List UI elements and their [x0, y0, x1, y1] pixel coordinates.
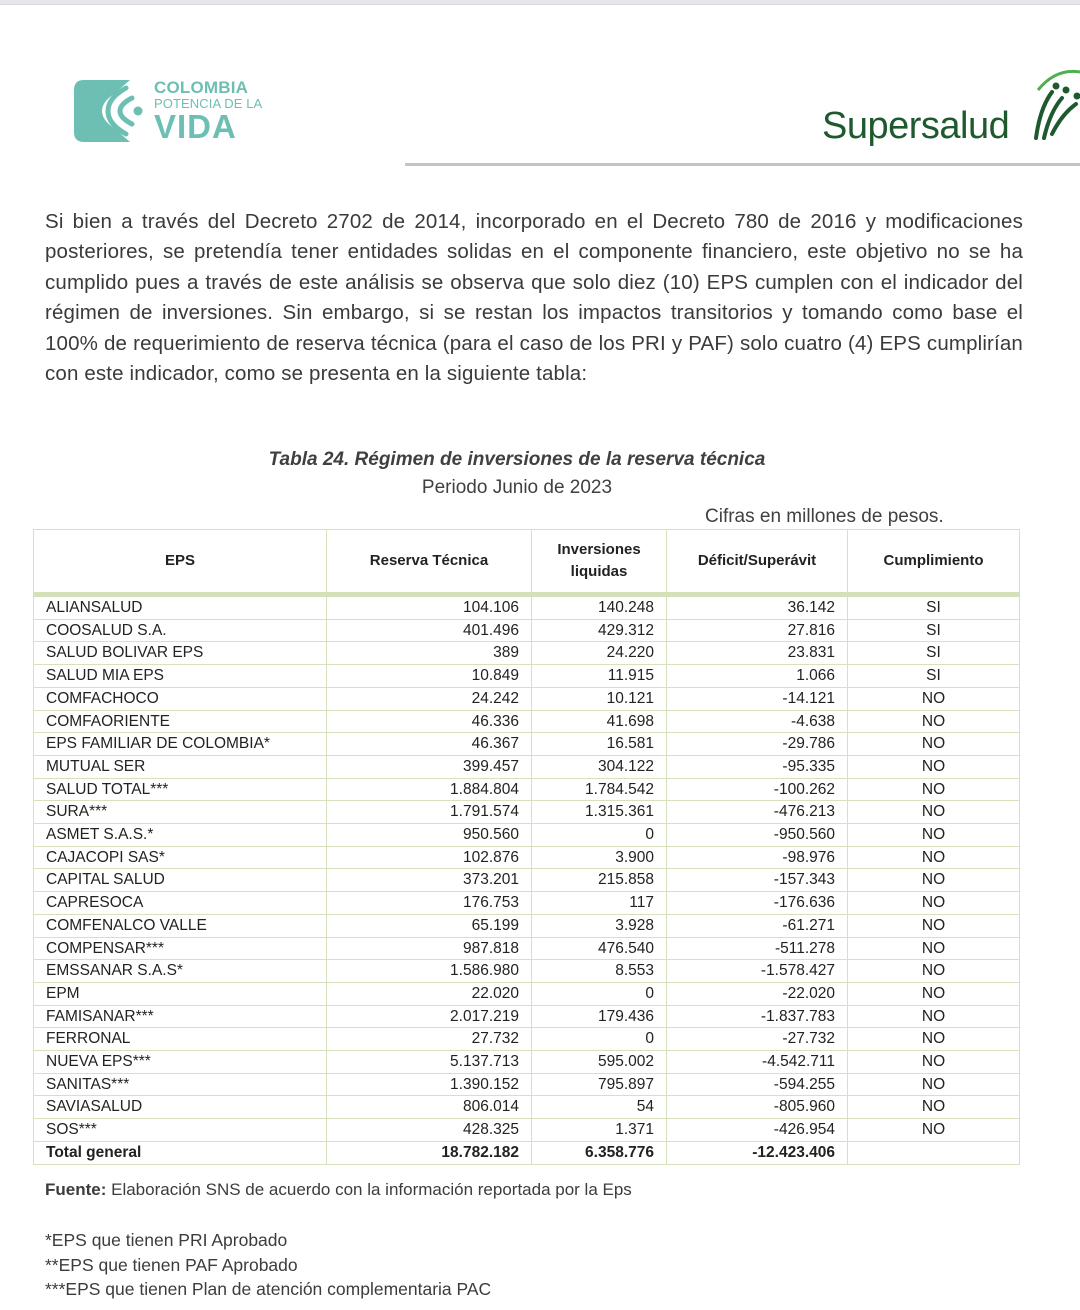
reserva-tecnica-cell: 24.242	[327, 687, 532, 710]
inversiones-liquidas-cell: 595.002	[532, 1051, 667, 1074]
table-row	[34, 755, 1020, 778]
inversiones-liquidas-cell: 140.248	[532, 595, 667, 620]
deficit-superavit-cell: -4.638	[667, 710, 848, 733]
reserva-tecnica-cell: 46.367	[327, 733, 532, 756]
intro-paragraph: Si bien a través del Decreto 2702 de 2014, incorporado en el Decreto 780 de 2016 y modificaciones posteriores, se pretendía tener entidades solidas en el componente financiero, este objetivo no se ha cumplido pues a través de este análisis se observa que solo diez (10) EPS cumplen con el indicador del régimen de inversiones. Sin embargo, si se restan los impactos transitorios y tomando como base el 100% de requerimiento de reserva técnica (para el caso de los PRI y PAF) solo cuatro (4) EPS cumplirían con este indicador, como se presenta en la siguiente tabla:	[45, 210, 1023, 386]
reserva-tecnica-cell: 5.137.713	[327, 1051, 532, 1074]
total-reserva-tecnica-cell: 18.782.182	[327, 1141, 532, 1164]
cumplimiento-cell: NO	[848, 1119, 1020, 1142]
deficit-superavit-cell: 23.831	[667, 642, 848, 665]
eps-name-cell: EPM	[34, 982, 327, 1005]
reserva-tecnica-cell: 65.199	[327, 914, 532, 937]
cumplimiento-cell: NO	[848, 1028, 1020, 1051]
total-eps-name-cell: Total general	[34, 1141, 327, 1164]
reserva-tecnica-cell: 1.586.980	[327, 960, 532, 983]
top-edge-bar	[0, 0, 1080, 5]
deficit-superavit-cell: -27.732	[667, 1028, 848, 1051]
deficit-superavit-cell: 36.142	[667, 595, 848, 620]
table-row	[34, 801, 1020, 824]
inversiones-liquidas-cell: 1.371	[532, 1119, 667, 1142]
reserva-tecnica-cell: 104.106	[327, 595, 532, 620]
inversiones-liquidas-cell: 54	[532, 1096, 667, 1119]
total-cumplimiento-cell	[848, 1141, 1020, 1164]
eps-name-cell: NUEVA EPS***	[34, 1051, 327, 1074]
eps-name-cell: COMFAORIENTE	[34, 710, 327, 733]
footnote-pac: ***EPS que tienen Plan de atención complementaria PAC	[45, 1279, 492, 1299]
inversiones-liquidas-cell: 10.121	[532, 687, 667, 710]
eps-name-cell: FAMISANAR***	[34, 1005, 327, 1028]
cumplimiento-cell: NO	[848, 733, 1020, 756]
reserva-tecnica-cell: 46.336	[327, 710, 532, 733]
eps-name-cell: MUTUAL SER	[34, 755, 327, 778]
deficit-superavit-cell: -98.976	[667, 846, 848, 869]
deficit-superavit-cell: -176.636	[667, 892, 848, 915]
table-row	[34, 710, 1020, 733]
eps-name-cell: SAVIASALUD	[34, 1096, 327, 1119]
deficit-superavit-cell: -4.542.711	[667, 1051, 848, 1074]
inversiones-liquidas-cell: 179.436	[532, 1005, 667, 1028]
table-row	[34, 982, 1020, 1005]
table-row	[34, 733, 1020, 756]
reserva-tecnica-cell: 27.732	[327, 1028, 532, 1051]
table-row	[34, 1005, 1020, 1028]
cumplimiento-cell: SI	[848, 665, 1020, 688]
table-row	[34, 665, 1020, 688]
deficit-superavit-cell: -950.560	[667, 824, 848, 847]
eps-name-cell: ASMET S.A.S.*	[34, 824, 327, 847]
table-header-row	[34, 530, 1020, 595]
eps-name-cell: SURA***	[34, 801, 327, 824]
eps-name-cell: EMSSANAR S.A.S*	[34, 960, 327, 983]
reserva-tecnica-cell: 176.753	[327, 892, 532, 915]
supersalud-logo	[820, 68, 1080, 154]
supersalud-people-icon	[1032, 68, 1080, 148]
table-row	[34, 1051, 1020, 1074]
reserva-tecnica-cell: 22.020	[327, 982, 532, 1005]
table-row	[34, 1096, 1020, 1119]
cumplimiento-cell: NO	[848, 1096, 1020, 1119]
reserva-tecnica-cell: 102.876	[327, 846, 532, 869]
cumplimiento-cell: SI	[848, 595, 1020, 620]
deficit-superavit-cell: 1.066	[667, 665, 848, 688]
eps-name-cell: COMFENALCO VALLE	[34, 914, 327, 937]
deficit-superavit-cell: -100.262	[667, 778, 848, 801]
eps-name-cell: SALUD MIA EPS	[34, 665, 327, 688]
deficit-superavit-cell: -594.255	[667, 1073, 848, 1096]
cumplimiento-cell: NO	[848, 710, 1020, 733]
col-header-reserva: Reserva Técnica	[327, 530, 532, 595]
deficit-superavit-cell: -426.954	[667, 1119, 848, 1142]
eps-name-cell: COMPENSAR***	[34, 937, 327, 960]
inversiones-liquidas-cell: 429.312	[532, 619, 667, 642]
table-row	[34, 1073, 1020, 1096]
supersalud-wordmark: Supersalud	[822, 105, 1010, 147]
cumplimiento-cell: NO	[848, 914, 1020, 937]
deficit-superavit-cell: -476.213	[667, 801, 848, 824]
cumplimiento-cell: SI	[848, 619, 1020, 642]
table-row	[34, 1028, 1020, 1051]
reserva-tecnica-cell: 1.390.152	[327, 1073, 532, 1096]
table-row	[34, 1119, 1020, 1142]
footnotes	[45, 1228, 491, 1302]
inversiones-liquidas-cell: 3.900	[532, 846, 667, 869]
cumplimiento-cell: SI	[848, 642, 1020, 665]
colombia-waves-icon	[74, 80, 144, 142]
cumplimiento-cell: NO	[848, 982, 1020, 1005]
cumplimiento-cell: NO	[848, 755, 1020, 778]
table-row	[34, 642, 1020, 665]
inversiones-liquidas-cell: 8.553	[532, 960, 667, 983]
table-row	[34, 619, 1020, 642]
eps-name-cell: CAPITAL SALUD	[34, 869, 327, 892]
logo-line-vida: VIDA	[154, 108, 237, 145]
total-inversiones-liquidas-cell: 6.358.776	[532, 1141, 667, 1164]
inversiones-liquidas-cell: 1.315.361	[532, 801, 667, 824]
deficit-superavit-cell: -22.020	[667, 982, 848, 1005]
investment-regime-table	[33, 529, 1020, 1165]
inversiones-liquidas-cell: 11.915	[532, 665, 667, 688]
reserva-tecnica-cell: 950.560	[327, 824, 532, 847]
table-title: Tabla 24. Régimen de inversiones de la reserva técnica	[268, 449, 766, 470]
table-row	[34, 960, 1020, 983]
col-header-inversiones: Inversiones liquidas	[532, 530, 667, 595]
inversiones-liquidas-cell: 41.698	[532, 710, 667, 733]
reserva-tecnica-cell: 2.017.219	[327, 1005, 532, 1028]
footnote-pri: *EPS que tienen PRI Aprobado	[45, 1230, 288, 1250]
deficit-superavit-cell: -805.960	[667, 1096, 848, 1119]
cumplimiento-cell: NO	[848, 892, 1020, 915]
deficit-superavit-cell: -61.271	[667, 914, 848, 937]
inversiones-liquidas-cell: 24.220	[532, 642, 667, 665]
table-row	[34, 595, 1020, 620]
reserva-tecnica-cell: 428.325	[327, 1119, 532, 1142]
cumplimiento-cell: NO	[848, 687, 1020, 710]
table-row	[34, 824, 1020, 847]
deficit-superavit-cell: -29.786	[667, 733, 848, 756]
cumplimiento-cell: NO	[848, 801, 1020, 824]
header-divider	[405, 163, 1080, 166]
cumplimiento-cell: NO	[848, 846, 1020, 869]
table-source	[45, 1180, 632, 1200]
eps-name-cell: SANITAS***	[34, 1073, 327, 1096]
reserva-tecnica-cell: 806.014	[327, 1096, 532, 1119]
logo-line-potencia: POTENCIA DE LA	[154, 96, 263, 111]
cumplimiento-cell: NO	[848, 937, 1020, 960]
inversiones-liquidas-cell: 16.581	[532, 733, 667, 756]
eps-name-cell: SALUD TOTAL***	[34, 778, 327, 801]
inversiones-liquidas-cell: 795.897	[532, 1073, 667, 1096]
cumplimiento-cell: NO	[848, 1005, 1020, 1028]
reserva-tecnica-cell: 399.457	[327, 755, 532, 778]
inversiones-liquidas-cell: 1.784.542	[532, 778, 667, 801]
table-row	[34, 914, 1020, 937]
inversiones-liquidas-cell: 215.858	[532, 869, 667, 892]
deficit-superavit-cell: -95.335	[667, 755, 848, 778]
table-row	[34, 937, 1020, 960]
cumplimiento-cell: NO	[848, 1073, 1020, 1096]
logo-line-colombia: COLOMBIA	[154, 78, 249, 97]
cumplimiento-cell: NO	[848, 778, 1020, 801]
inversiones-liquidas-cell: 0	[532, 982, 667, 1005]
table-row	[34, 869, 1020, 892]
eps-name-cell: COOSALUD S.A.	[34, 619, 327, 642]
inversiones-liquidas-cell: 0	[532, 824, 667, 847]
reserva-tecnica-cell: 389	[327, 642, 532, 665]
table-row	[34, 846, 1020, 869]
eps-name-cell: COMFACHOCO	[34, 687, 327, 710]
cumplimiento-cell: NO	[848, 960, 1020, 983]
reserva-tecnica-cell: 401.496	[327, 619, 532, 642]
col-header-eps: EPS	[34, 530, 327, 595]
cumplimiento-cell: NO	[848, 869, 1020, 892]
inversiones-liquidas-cell: 3.928	[532, 914, 667, 937]
col-header-cumplimiento: Cumplimiento	[848, 530, 1020, 595]
inversiones-liquidas-cell: 476.540	[532, 937, 667, 960]
inversiones-liquidas-cell: 117	[532, 892, 667, 915]
source-label: Fuente:	[45, 1180, 107, 1199]
deficit-superavit-cell: -1.578.427	[667, 960, 848, 983]
cumplimiento-cell: NO	[848, 1051, 1020, 1074]
col-header-deficit: Déficit/Superávit	[667, 530, 848, 595]
eps-name-cell: EPS FAMILIAR DE COLOMBIA*	[34, 733, 327, 756]
table-row	[34, 892, 1020, 915]
deficit-superavit-cell: -14.121	[667, 687, 848, 710]
reserva-tecnica-cell: 1.884.804	[327, 778, 532, 801]
footnote-paf: **EPS que tienen PAF Aprobado	[45, 1254, 298, 1275]
cumplimiento-cell: NO	[848, 824, 1020, 847]
eps-name-cell: FERRONAL	[34, 1028, 327, 1051]
eps-name-cell: ALIANSALUD	[34, 595, 327, 620]
eps-name-cell: SALUD BOLIVAR EPS	[34, 642, 327, 665]
table-row	[34, 687, 1020, 710]
table-row	[34, 778, 1020, 801]
table-units-note: Cifras en millones de pesos.	[705, 506, 944, 527]
reserva-tecnica-cell: 1.791.574	[327, 801, 532, 824]
eps-name-cell: CAJACOPI SAS*	[34, 846, 327, 869]
deficit-superavit-cell: 27.816	[667, 619, 848, 642]
table-period: Periodo Junio de 2023	[421, 477, 613, 498]
total-deficit-superavit-cell: -12.423.406	[667, 1141, 848, 1164]
eps-name-cell: SOS***	[34, 1119, 327, 1142]
deficit-superavit-cell: -511.278	[667, 937, 848, 960]
deficit-superavit-cell: -157.343	[667, 869, 848, 892]
table-total-row	[34, 1141, 1020, 1164]
colombia-potencia-de-la-vida-logo	[74, 79, 264, 143]
inversiones-liquidas-cell: 0	[532, 1028, 667, 1051]
eps-name-cell: CAPRESOCA	[34, 892, 327, 915]
reserva-tecnica-cell: 10.849	[327, 665, 532, 688]
inversiones-liquidas-cell: 304.122	[532, 755, 667, 778]
source-text: Elaboración SNS de acuerdo con la información reportada por la Eps	[106, 1180, 632, 1199]
reserva-tecnica-cell: 373.201	[327, 869, 532, 892]
deficit-superavit-cell: -1.837.783	[667, 1005, 848, 1028]
reserva-tecnica-cell: 987.818	[327, 937, 532, 960]
